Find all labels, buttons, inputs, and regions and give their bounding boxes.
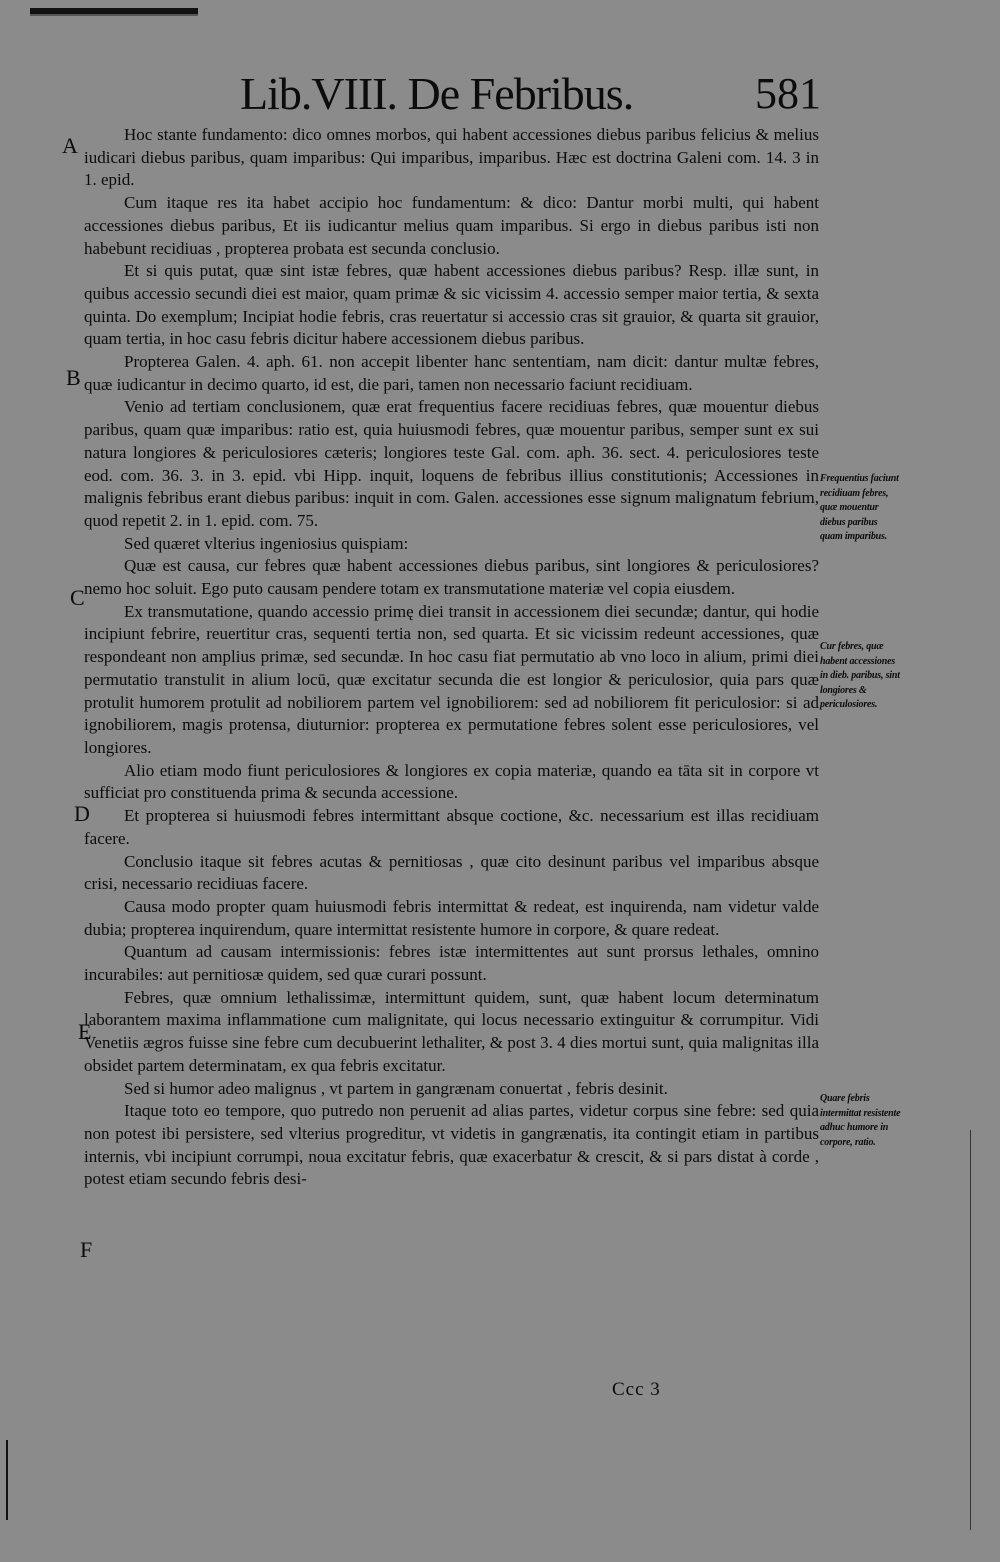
top-rule-shadow [30,14,198,16]
paragraph: Conclusio itaque sit febres acutas & pernitiosas , quæ cito desinunt paribus vel imparibus absque crisi, necessario recidiuas facere. [84,851,819,894]
paragraph: Venio ad tertiam conclusionem, quæ erat frequentius facere recidiuas febres, quæ mouentur diebus paribus, quam quæ imparibus: ratio est, quia huiusmodi febres, quæ mouentur paribus, semper sunt ex sui natura longiores & periculosiores cæteris; longiores teste Gal. com. aph. 36. sect. 4. periculosiores teste eod. com. 36. 3. in 3. epid. vbi Hipp. inquit, loquens de febribus illius constitutionis; Accessiones in malignis febribus erant diebus paribus: inquit in com. Galen. accessiones esse signum malignatum febrium, quod repetit 2. in 1. epid. com. 75. [84,397,819,530]
section-letter-a: A [62,133,78,158]
margin-note-frequentius: Frequentius faciunt recidiuam febres, quæ mouentur diebus paribus quam imparibus. [820,473,899,542]
paragraph: Et si quis putat, quæ sint istæ febres, quæ habent accessiones diebus paribus? Resp. illæ sunt, in quibus accessio secundi diei est maior, quam primæ & sic vicissim 4. accessio semper maior tertia, & sexta quinta. Do exemplum; Incipiat hodie febris, cras reuertatur si accessio cras sit grauior, & quarta sit grauior, quam tertia, in hoc casu febris dicitur habere accessionem diebus paribus. [84,261,819,349]
running-title: Lib.VIII. De Febribus. [240,68,634,119]
section-letter-e: E [78,1019,92,1044]
margin-note-cur-febres: Cur febres, quæ habent accessiones in dieb. paribus, sint longiores & periculosiores. [820,641,900,710]
page-edge-right [970,1130,971,1530]
paragraph: Itaque toto eo tempore, quo putredo non peruenit ad alias partes, videtur corpus sine febre: sed quia non potest ibi persistere, sed vlterius progreditur, vt videtis in gangrænatis, ita contingit etiam in partibus internis, vbi incipiunt corrumpi, noua excitatur febris, quæ exacerbatur & crescit, & si pars distat à corde , potest etiam secundo febris desi- [84,1101,819,1189]
paragraph: Causa modo propter quam huiusmodi febris intermittat & redeat, est inquirenda, nam videtur valde dubia; propterea inquirendum, quare intermittat resistente humore in corpore, & quare redeat. [84,896,819,939]
section-letter-d: D [74,801,90,826]
paragraph: Febres, quæ omnium lethalissimæ, intermittunt quidem, sunt, quæ habent locum determinatum laborantem maxima inflammatione cum malignitate, qui locus necessario extinguitur & corrumpitur. Vidi Venetiis ægros fuisse sine febre cum decubuerint lethaliter, & post 3. 4 dies mortui sunt, quia malignitas illa obsidet partem determinatam, ex qua febris excitatur. [84,987,819,1075]
signature-mark: Ccc 3 [612,1379,661,1400]
paragraph: Quæ est causa, cur febres quæ habent accessiones diebus paribus, sint longiores & periculosiores? nemo hoc soluit. Ego puto causam pendere totam ex transmutatione materiæ vel copia eiusdem. [84,556,819,599]
section-letter-f: F [80,1237,93,1262]
paragraph: Ex transmutatione, quando accessio primę diei transit in accessionem diei secundæ; dantur, qui hodie incipiunt febrire, reuertitur cras, sequenti tertia non, sed quarta. Et sic vicissim redeunt accessiones, quæ respondeant non amplius primæ, sed secundæ. In hoc casu fiat permutatio ab vno loco in alium, primi diei permutatio transtulit in alium locū, quæ excitatur secunda die est longior & periculosior, quia pars quæ protulit humorem protulit ad nobiliorem partem vel ignobiliorem: sed ad nobiliorem fit periculosior: si ad ignobiliorem, magis protensa, diuturnior: propterea ex permutatione febres solent esse periculosiores, vel longiores. [84,601,819,757]
paragraph: Quantum ad causam intermissionis: febres istæ intermittentes aut sunt prorsus lethales, omnino incurabiles: aut pernitiosæ quidem, sed quæ curari possunt. [84,942,819,985]
paragraph: Hoc stante fundamento: dico omnes morbos, qui habent accessiones diebus paribus felicius & melius iudicari diebus paribus, quam imparibus: Qui imparibus, imparibus. Hæc est doctrina Galeni com. 14. 3 in 1. epid. [84,125,819,190]
paragraph: Cum itaque res ita habet accipio hoc fundamentum: & dico: Dantur morbi multi, qui habent accessiones diebus paribus, Et iis iudicantur melius quam imparibus. Si ergo in diebus paribus isti non habebunt recidiuas , propterea probata est secunda conclusio. [84,193,819,258]
section-letter-b: B [66,365,81,390]
paragraph: Et propterea si huiusmodi febres intermittant absque coctione, &c. necessarium est illas recidiuam facere. [84,806,819,848]
section-letter-c: C [70,585,85,610]
paragraph: Sed si humor adeo malignus , vt partem in gangrænam conuertat , febris desinit. [124,1078,668,1098]
page-edge-left [6,1440,8,1520]
paragraph: Alio etiam modo fiunt periculosiores & longiores ex copia materiæ, quando ea tāta sit in corpore vt sufficiat pro constituenda prima & secunda accessione. [84,760,819,803]
margin-note-quare-febris: Quare febris intermittat resistente adhuc humore in corpore, ratio. [820,1093,901,1148]
page-number: 581 [755,69,821,118]
main-text-column [84,124,819,1191]
paragraph: Sed quæret vlterius ingeniosius quispiam: [124,533,409,553]
paragraph: Propterea Galen. 4. aph. 61. non accepit libenter hanc sententiam, nam dicit: dantur multæ febres, quæ iudicantur in decimo quarto, id est, die pari, tamen non necessario faciunt recidiuam. [84,352,819,394]
